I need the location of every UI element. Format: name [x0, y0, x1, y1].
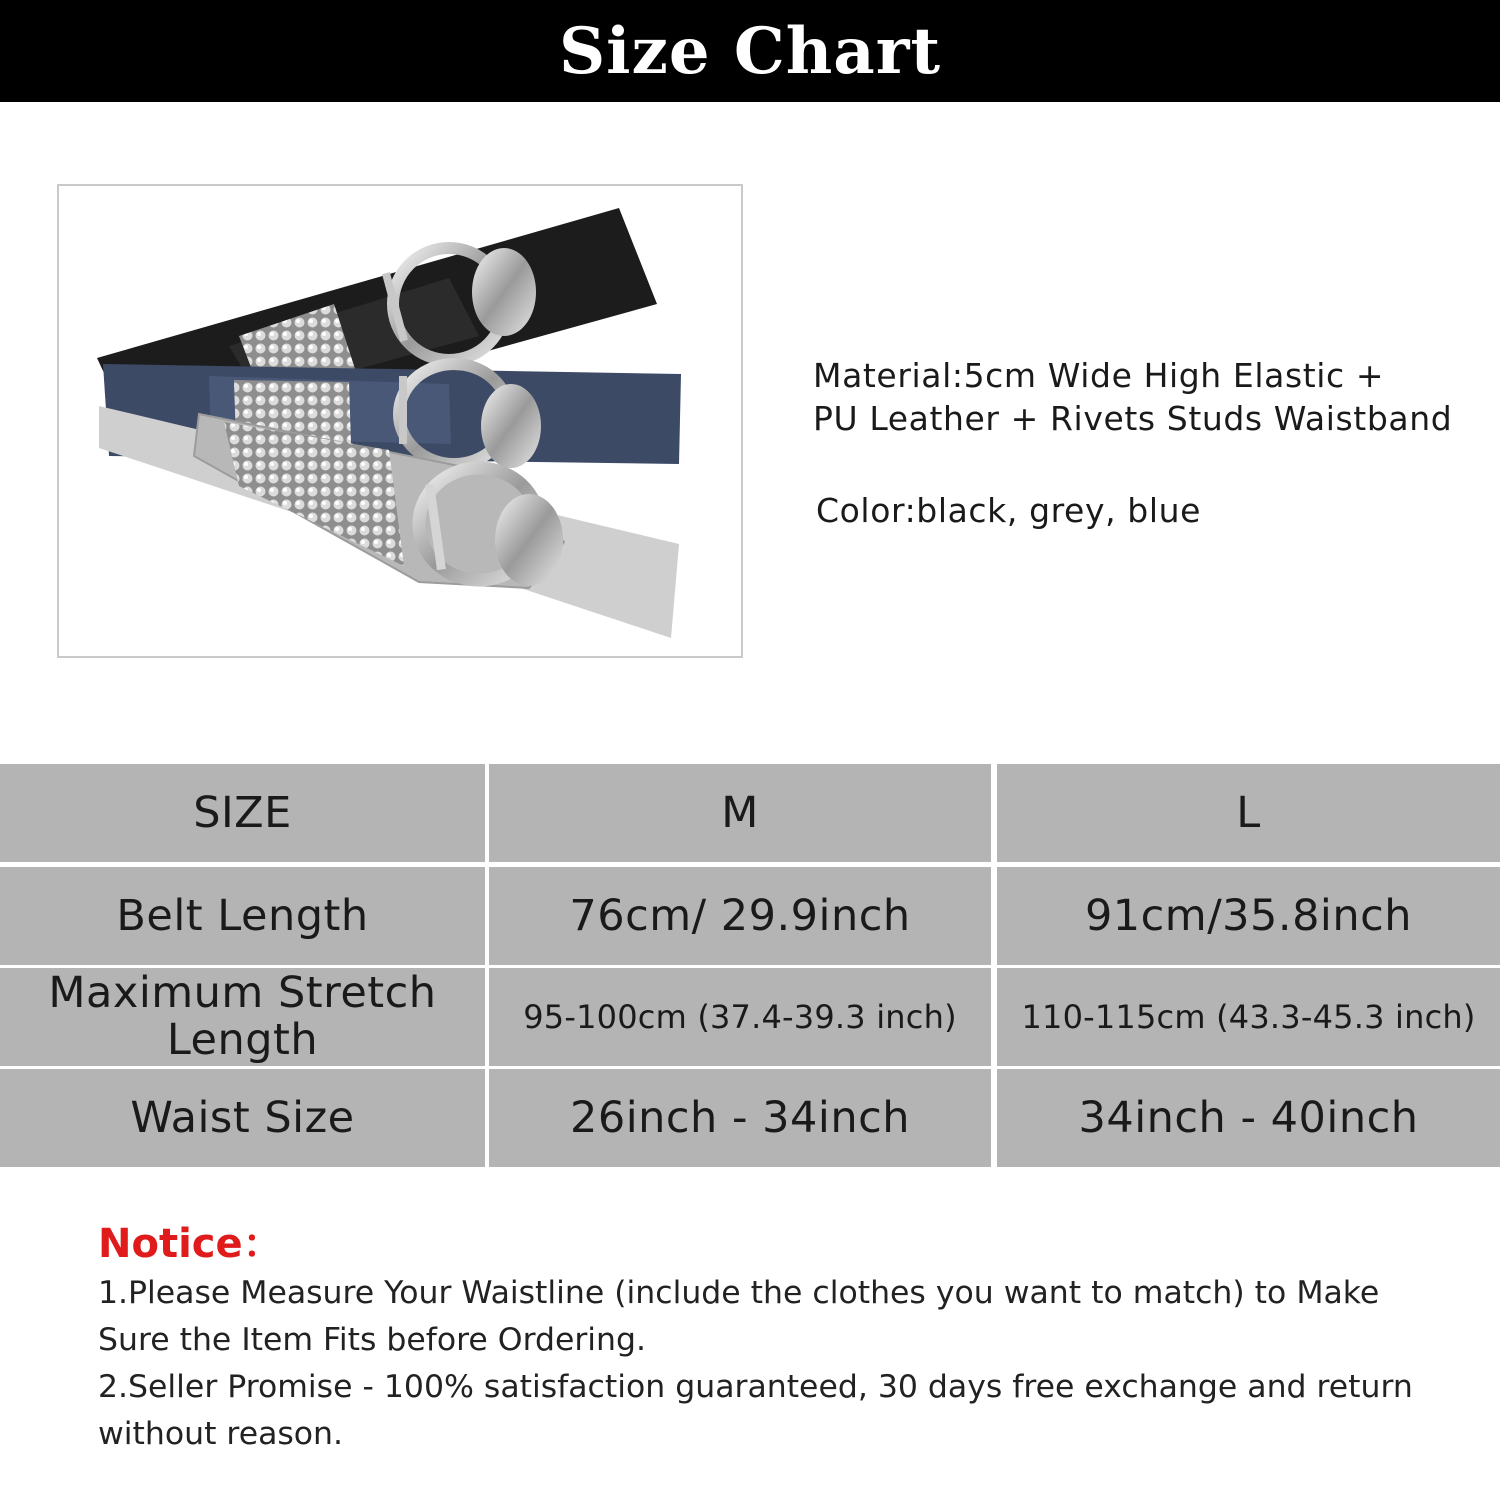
- row-label-line-1: Maximum Stretch: [48, 968, 437, 1018]
- material-description: [813, 354, 1493, 440]
- product-image: [57, 184, 743, 658]
- row-value-l: 34inch - 40inch: [997, 1069, 1500, 1167]
- row-value-m: 26inch - 34inch: [489, 1069, 991, 1167]
- notice-line-3: 2.Seller Promise - 100% satisfaction guaranteed, 30 days free exchange and return: [98, 1369, 1413, 1405]
- notice-line-2: Sure the Item Fits before Ordering.: [98, 1322, 647, 1358]
- belts-illustration: [59, 186, 741, 656]
- row-value-m: 76cm/ 29.9inch: [489, 867, 991, 965]
- table-row: [0, 968, 1500, 1066]
- row-value-m: 95-100cm (37.4-39.3 inch): [489, 968, 991, 1066]
- row-label: [0, 968, 485, 1066]
- table-row: [0, 867, 1500, 965]
- header-cell-size: SIZE: [0, 764, 485, 862]
- table-row: [0, 1069, 1500, 1167]
- notice-line-4: without reason.: [98, 1416, 344, 1452]
- size-chart-header: [0, 0, 1500, 102]
- row-label: Waist Size: [0, 1069, 485, 1167]
- row-label-line-2: Length: [166, 1015, 319, 1065]
- color-options: Color:black, grey, blue: [816, 491, 1202, 530]
- row-value-l: 110-115cm (43.3-45.3 inch): [997, 968, 1500, 1066]
- header-cell-l: L: [997, 764, 1500, 862]
- notice-section: [98, 1218, 1458, 1458]
- table-header-row: [0, 764, 1500, 862]
- row-value-l: 91cm/35.8inch: [997, 867, 1500, 965]
- page-title: Size Chart: [558, 13, 942, 89]
- notice-line-1: 1.Please Measure Your Waistline (include the clothes you want to match) to Make: [98, 1275, 1380, 1311]
- material-line-2: PU Leather + Rivets Studs Waistband: [813, 399, 1453, 438]
- header-cell-m: M: [489, 764, 991, 862]
- row-label: Belt Length: [0, 867, 485, 965]
- notice-title: Notice：: [98, 1221, 283, 1267]
- material-line-1: Material:5cm Wide High Elastic +: [813, 356, 1385, 395]
